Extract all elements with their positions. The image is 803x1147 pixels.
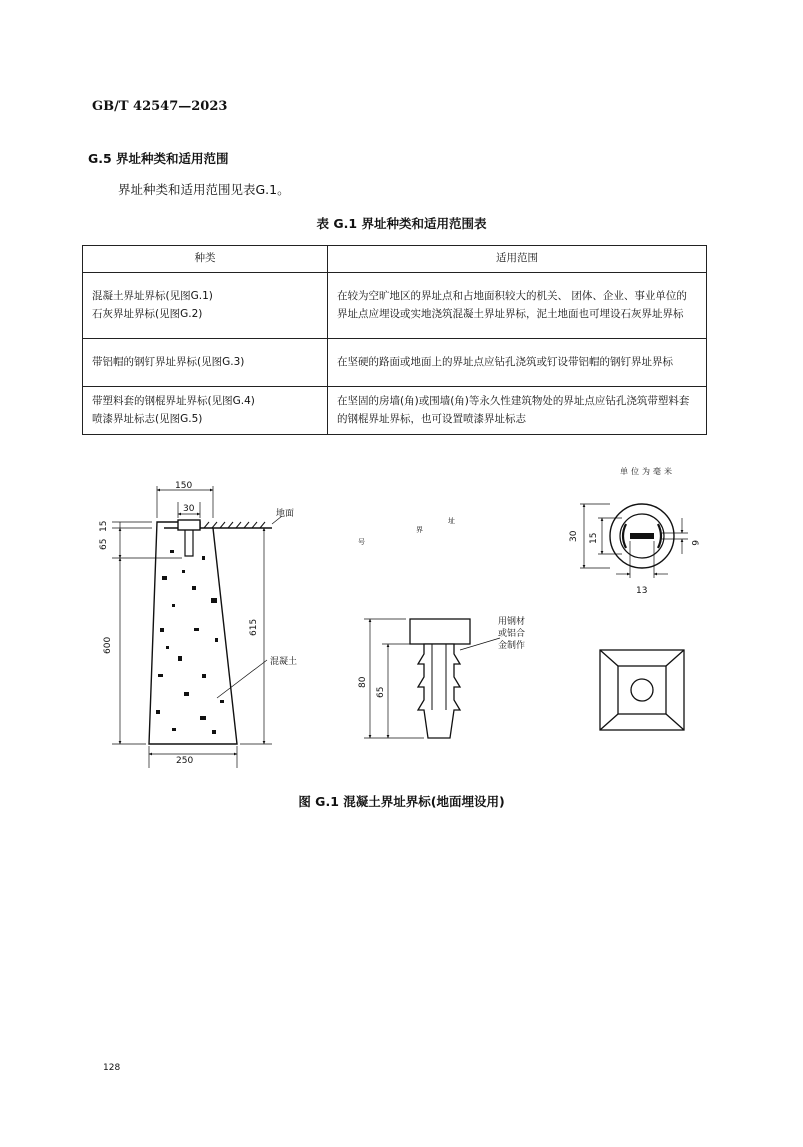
- material-line-2: 或铝合: [498, 629, 526, 639]
- standard-number: GB/T 42547—2023: [92, 99, 228, 114]
- base-center-hole: [631, 679, 653, 701]
- boundary-type-table: [82, 245, 707, 435]
- label-d65: 65: [99, 538, 109, 550]
- label-small-b: 址: [448, 517, 455, 525]
- section-intro: 界址种类和适用范围见表G.1。: [118, 182, 290, 197]
- label-nail-total: 80: [358, 676, 368, 688]
- square-base-top-view: [600, 650, 684, 730]
- material-line-3: 金制作: [498, 641, 526, 651]
- label-d615: 615: [249, 618, 259, 636]
- label-neck: 30: [183, 504, 195, 514]
- label-d15: 15: [99, 520, 109, 532]
- nail-cap: [410, 619, 470, 644]
- unit-note: 单位为毫米: [620, 467, 675, 476]
- material-line-1: 用钢材: [498, 617, 526, 627]
- nail-shank: [418, 644, 460, 738]
- cap-labels: [569, 530, 699, 596]
- kind-line: 带塑料套的钢棍界址界标(见图G.4): [92, 395, 255, 408]
- label-small-a: 界: [416, 526, 423, 534]
- kind-cell: [83, 339, 328, 387]
- cap-slot: [630, 533, 654, 539]
- label-nail-shank: 65: [376, 686, 386, 698]
- table-row: [83, 387, 707, 435]
- section-title: G.5 界址种类和适用范围: [88, 151, 229, 166]
- table-row: [83, 339, 707, 387]
- kind-cell: [83, 273, 328, 339]
- label-bottom: 250: [176, 756, 194, 766]
- label-top-width: 150: [175, 481, 193, 491]
- scope-cell: 在坚固的房墙(角)或围墙(角)等永久性建筑物处的界址点应钻孔浇筑带塑料套的钢棍界址界标，也可设置喷漆界址标志: [328, 387, 707, 435]
- kind-line: 混凝土界址界标(见图G.1): [92, 290, 213, 303]
- table-caption: 表 G.1 界址种类和适用范围表: [316, 216, 487, 231]
- marker-groove: [185, 530, 193, 556]
- kind-cell: [83, 387, 328, 435]
- label-small-c: 号: [358, 538, 365, 546]
- page-number: 128: [103, 1063, 121, 1073]
- table-header-row: [83, 246, 707, 273]
- label-cap-d: 30: [569, 530, 579, 542]
- boundary-marker-drawing: [82, 478, 722, 768]
- label-cap-15: 15: [589, 532, 599, 544]
- steel-nail-marker: [410, 619, 470, 738]
- base-inner-square: [618, 666, 666, 714]
- label-ground: 地面: [276, 509, 295, 519]
- figure-caption: 图 G.1 混凝土界址界标(地面埋设用): [298, 794, 505, 809]
- scope-cell: 在坚硬的路面或地面上的界址点应钻孔浇筑或钉设带铝帽的钢钉界址界标: [328, 339, 707, 387]
- header-scope: 适用范围: [328, 246, 707, 273]
- kind-line: 喷漆界址标志(见图G.5): [92, 412, 203, 425]
- marker-cap: [178, 520, 200, 530]
- header-kind: 种类: [83, 246, 328, 273]
- concrete-texture: [156, 550, 224, 734]
- kind-line: 石灰界址界标(见图G.2): [92, 307, 203, 320]
- concrete-marker-labels: [99, 481, 455, 766]
- table-row: [83, 273, 707, 339]
- kind-line: 带铝帽的钢钉界址界标(见图G.3): [92, 355, 245, 368]
- label-d600: 600: [103, 636, 113, 654]
- label-cap-6: 6: [689, 540, 699, 546]
- scope-cell: 在较为空旷地区的界址点和占地面积较大的机关、 团体、企业、事业单位的界址点应埋设或实地浇筑混凝土界址界标，泥土地面也可埋设石灰界址界标: [328, 273, 707, 339]
- ground-hatching: [204, 522, 265, 528]
- label-concrete: 混凝土: [270, 657, 298, 667]
- label-cap-13: 13: [636, 586, 648, 596]
